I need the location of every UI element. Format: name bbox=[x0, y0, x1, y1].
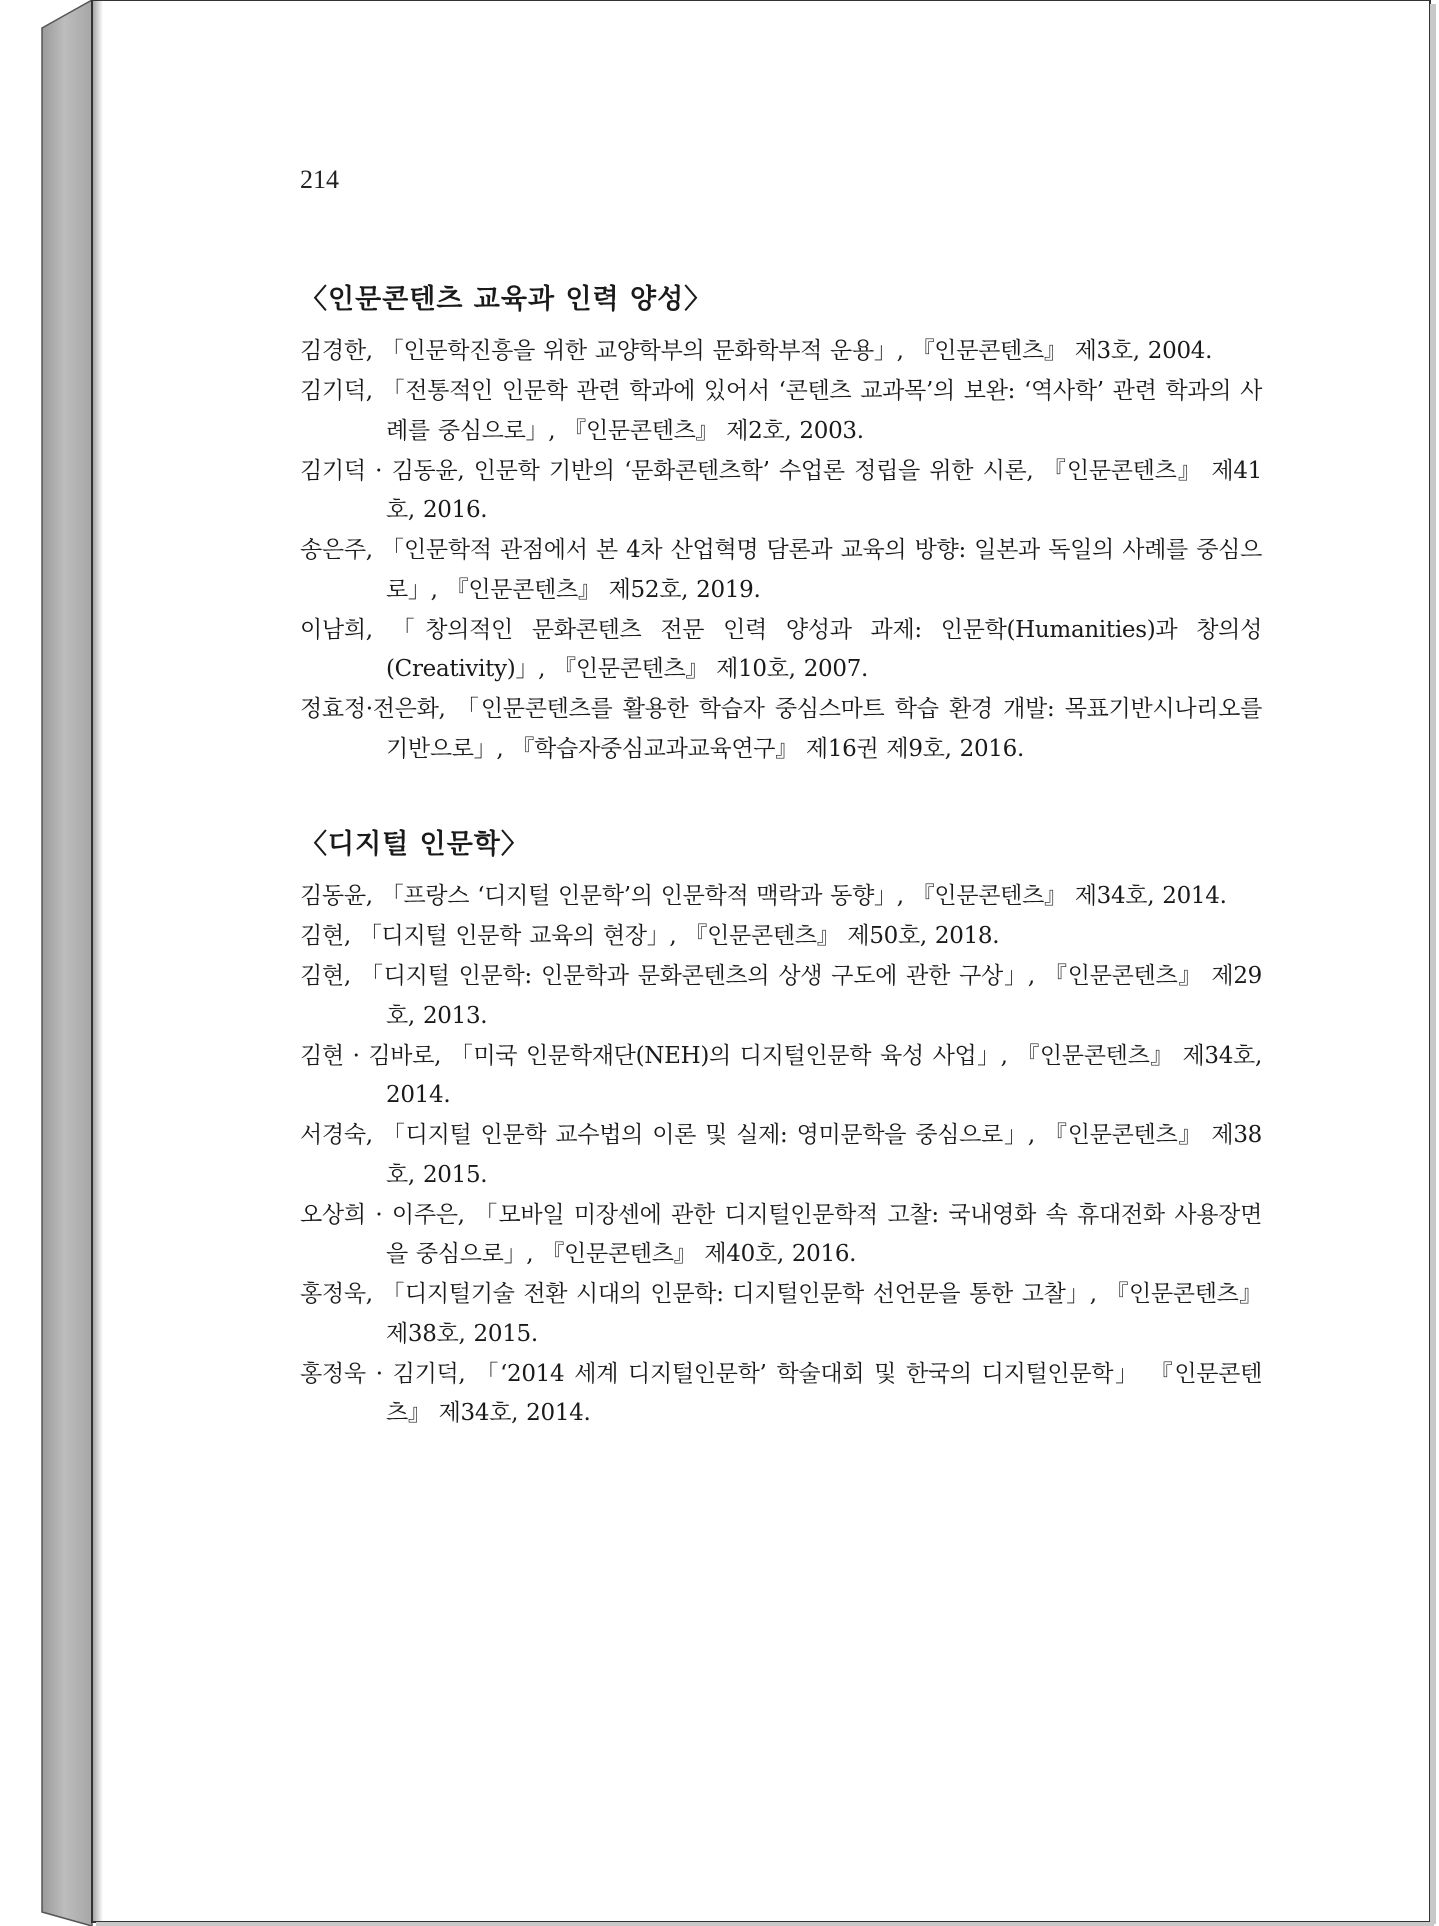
book-spine bbox=[42, 0, 92, 1926]
reference-entry: 김동윤, 「프랑스 ‘디지털 인문학’의 인문학적 맥락과 동향」, 『인문콘텐츠』 제34호, 2014. bbox=[300, 883, 1227, 909]
reference-entry: 김기덕 · 김동윤, 인문학 기반의 ‘문화콘텐츠학’ 수업론 정립을 위한 시론, 『인문콘텐츠』 제41호, 2016. bbox=[300, 457, 1262, 523]
reference-entry: 이남희, 「창의적인 문화콘텐츠 전문 인력 양성과 과제: 인문학(Humanities)과 창의성(Creativity)」, 『인문콘텐츠』 제10호, 2007. bbox=[300, 616, 1262, 682]
reference-entry: 오상희 · 이주은, 「모바일 미장센에 관한 디지털인문학적 고찰: 국내영화 속 휴대전화 사용장면을 중심으로」, 『인문콘텐츠』 제40호, 2016. bbox=[300, 1201, 1262, 1267]
reference-list bbox=[300, 332, 1262, 769]
reference-entry: 정효정·전은화, 「인문콘텐츠를 활용한 학습자 중심스마트 학습 환경 개발: 목표기반시나리오를 기반으로」, 『학습자중심교과교육연구』 제16권 제9호, 2016. bbox=[300, 696, 1262, 762]
section-heading: 〈디지털 인문학〉 bbox=[300, 829, 529, 860]
section-humanities-content-education bbox=[300, 280, 1262, 769]
reference-entry: 서경숙, 「디지털 인문학 교수법의 이론 및 실제: 영미문학을 중심으로」, 『인문콘텐츠』 제38호, 2015. bbox=[300, 1122, 1262, 1188]
reference-entry: 홍정욱 · 김기덕, 「‘2014 세계 디지털인문학’ 학술대회 및 한국의 디지털인문학」 『인문콘텐츠』 제34호, 2014. bbox=[300, 1360, 1262, 1426]
reference-entry: 김현, 「디지털 인문학: 인문학과 문화콘텐츠의 상생 구도에 관한 구상」, 『인문콘텐츠』 제29호, 2013. bbox=[300, 963, 1262, 1029]
reference-list bbox=[300, 877, 1262, 1434]
reference-entry: 김경한, 「인문학진흥을 위한 교양학부의 문화학부적 운용」, 『인문콘텐츠』 제3호, 2004. bbox=[300, 338, 1213, 364]
reference-entry: 김현 · 김바로, 「미국 인문학재단(NEH)의 디지털인문학 육성 사업」, 『인문콘텐츠』 제34호, 2014. bbox=[300, 1042, 1262, 1108]
page-content bbox=[300, 160, 1262, 1434]
section-heading: 〈인문콘텐츠 교육과 인력 양성〉 bbox=[300, 284, 713, 315]
section-digital-humanities bbox=[300, 825, 1262, 1434]
reference-entry: 김현, 「디지털 인문학 교육의 현장」, 『인문콘텐츠』 제50호, 2018. bbox=[300, 923, 1000, 949]
reference-entry: 송은주, 「인문학적 관점에서 본 4차 산업혁명 담론과 교육의 방향: 일본과 독일의 사례를 중심으로」, 『인문콘텐츠』 제52호, 2019. bbox=[300, 537, 1262, 603]
reference-entry: 홍정욱, 「디지털기술 전환 시대의 인문학: 디지털인문학 선언문을 통한 고찰」, 『인문콘텐츠』 제38호, 2015. bbox=[300, 1281, 1262, 1347]
page-number: 214 bbox=[300, 165, 339, 194]
reference-entry: 김기덕, 「전통적인 인문학 관련 학과에 있어서 ‘콘텐츠 교과목’의 보완: ‘역사학’ 관련 학과의 사례를 중심으로」, 『인문콘텐츠』 제2호, 2003. bbox=[300, 378, 1262, 444]
